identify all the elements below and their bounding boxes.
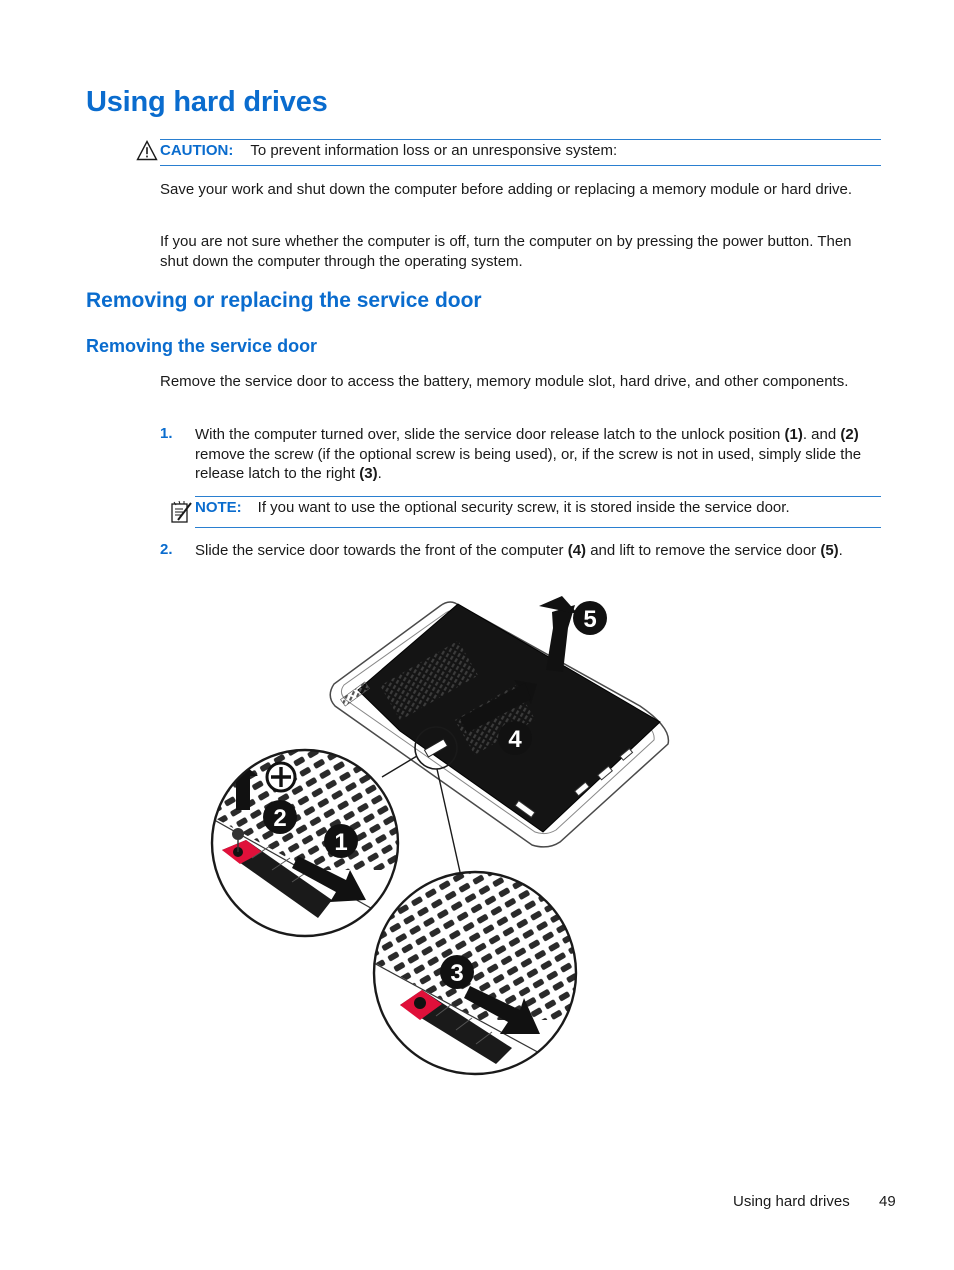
leader-line-1 <box>382 756 417 777</box>
svg-text:5: 5 <box>583 606 597 633</box>
section-heading: Removing or replacing the service door <box>86 289 482 312</box>
step-2-number: 2. <box>160 541 173 558</box>
note-top-rule <box>195 496 881 497</box>
paragraph-power-check: If you are not sure whether the computer is off, turn the computer on by pressing the power button. Then shut down the computer through the operating system. <box>160 233 852 270</box>
note-text: If you want to use the optional security screw, it is stored inside the service door. <box>257 499 790 516</box>
zoom-detail-latch-slide <box>370 870 590 1080</box>
arrow-lift-up <box>546 605 575 672</box>
svg-text:4: 4 <box>508 726 522 753</box>
warning-icon <box>136 140 158 161</box>
subsection-heading: Removing the service door <box>86 336 318 356</box>
caution-text: To prevent information loss or an unresponsive system: <box>250 142 618 159</box>
caution-label: CAUTION: <box>160 142 234 159</box>
page-title: Using hard drives <box>86 86 328 118</box>
step-1-text: With the computer turned over, slide the service door release latch to the unlock position (1). and (2) remove the screw (if the optional screw is being used), or, if the screw is not in used, simply slide the release latch to the right (3). <box>195 426 862 482</box>
note-bottom-rule <box>195 527 881 528</box>
caution-bottom-rule <box>160 165 881 166</box>
note-icon <box>170 500 194 524</box>
intro-paragraph: Remove the service door to access the battery, memory module slot, hard drive, and other components. <box>160 373 849 390</box>
svg-text:1: 1 <box>334 829 348 856</box>
svg-text:2: 2 <box>273 805 287 832</box>
caution-line <box>160 141 617 161</box>
svg-text:3: 3 <box>450 960 464 987</box>
step-2-text: Slide the service door towards the front of the computer (4) and lift to remove the service door (5). <box>195 542 843 559</box>
note-line <box>195 498 790 518</box>
paragraph-save-work: Save your work and shut down the computer before adding or replacing a memory module or hard drive. <box>160 181 853 198</box>
page-number: 49 <box>879 1193 896 1210</box>
note-label: NOTE: <box>195 499 242 516</box>
step-1-number: 1. <box>160 425 173 442</box>
footer-section-title: Using hard drives <box>733 1193 850 1210</box>
service-door-illustration <box>195 590 685 1080</box>
caution-top-rule <box>160 139 881 140</box>
